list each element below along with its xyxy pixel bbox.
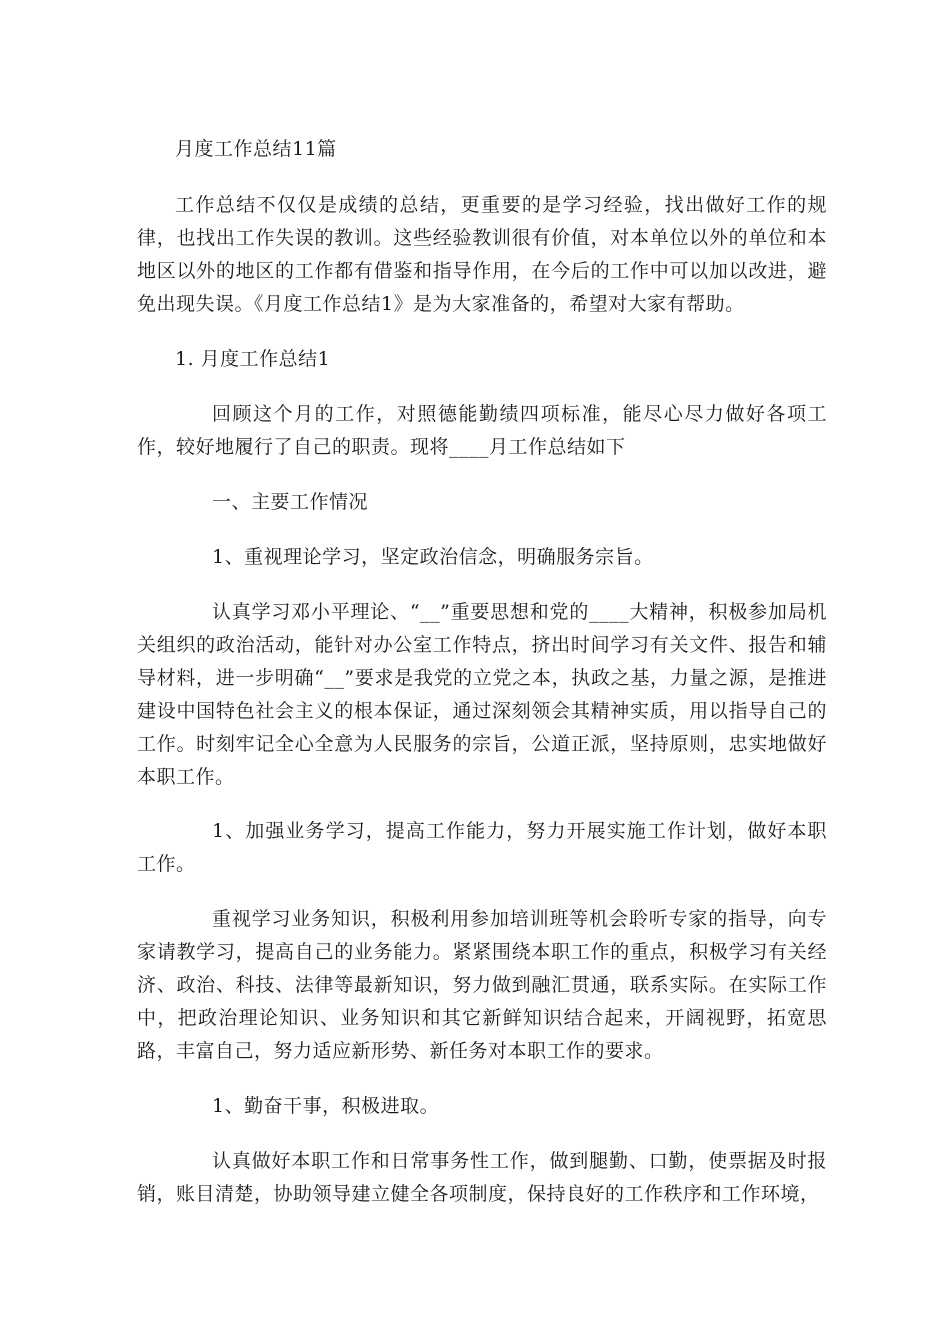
document-title: 月度工作总结11篇 — [175, 138, 337, 160]
section-intro-paragraph: 回顾这个月的工作，对照德能勤绩四项标准，能尽心尽力做好各项工作，较好地履行了自己的职责。现将____月工作总结如下 — [137, 403, 827, 458]
item3-body: 认真做好本职工作和日常事务性工作，做到腿勤、口勤，使票据及时报销，账目清楚，协助领导建立健全各项制度，保持良好的工作秩序和工作环境， — [137, 1150, 827, 1205]
item2-body: 重视学习业务知识，积极利用参加培训班等机会聆听专家的指导，向专家请教学习，提高自己的业务能力。紧紧围绕本职工作的重点，积极学习有关经济、政治、科技、法律等最新知识，努力做到融汇贯通，联系实际。在实际工作中，把政治理论知识、业务知识和其它新鲜知识结合起来，开阔视野，拓宽思路，丰富自己，努力适应新形势、新任务对本职工作的要求。 — [137, 908, 827, 1062]
item1-heading: 1、重视理论学习，坚定政治信念，明确服务宗旨。 — [212, 546, 654, 568]
item2-heading: 1、加强业务学习，提高工作能力，努力开展实施工作计划，做好本职工作。 — [137, 820, 827, 875]
intro-paragraph: 工作总结不仅仅是成绩的总结，更重要的是学习经验，找出做好工作的规律，也找出工作失误的教训。这些经验教训很有价值，对本单位以外的单位和本地区以外的地区的工作都有借鉴和指导作用，在今后的工作中可以加以改进，避免出现失误。《月度工作总结1》是为大家准备的，希望对大家有帮助。 — [137, 194, 827, 315]
section-heading: 1. 月度工作总结1 — [175, 348, 331, 370]
item1-body: 认真学习邓小平理论、“__”重要思想和党的____大精神，积极参加局机关组织的政治活动，能针对办公室工作特点，挤出时间学习有关文件、报告和辅导材料，进一步明确“__”要求是我党的立党之本，执政之基，力量之源，是推进建设中国特色社会主义的根本保证，通过深刻领会其精神实质，用以指导自己的工作。时刻牢记全心全意为人民服务的宗旨，公道正派，坚持原则，忠实地做好本职工作。 — [137, 601, 827, 788]
part-heading: 一、主要工作情况 — [212, 491, 369, 513]
item3-heading: 1、勤奋干事，积极进取。 — [212, 1095, 440, 1117]
